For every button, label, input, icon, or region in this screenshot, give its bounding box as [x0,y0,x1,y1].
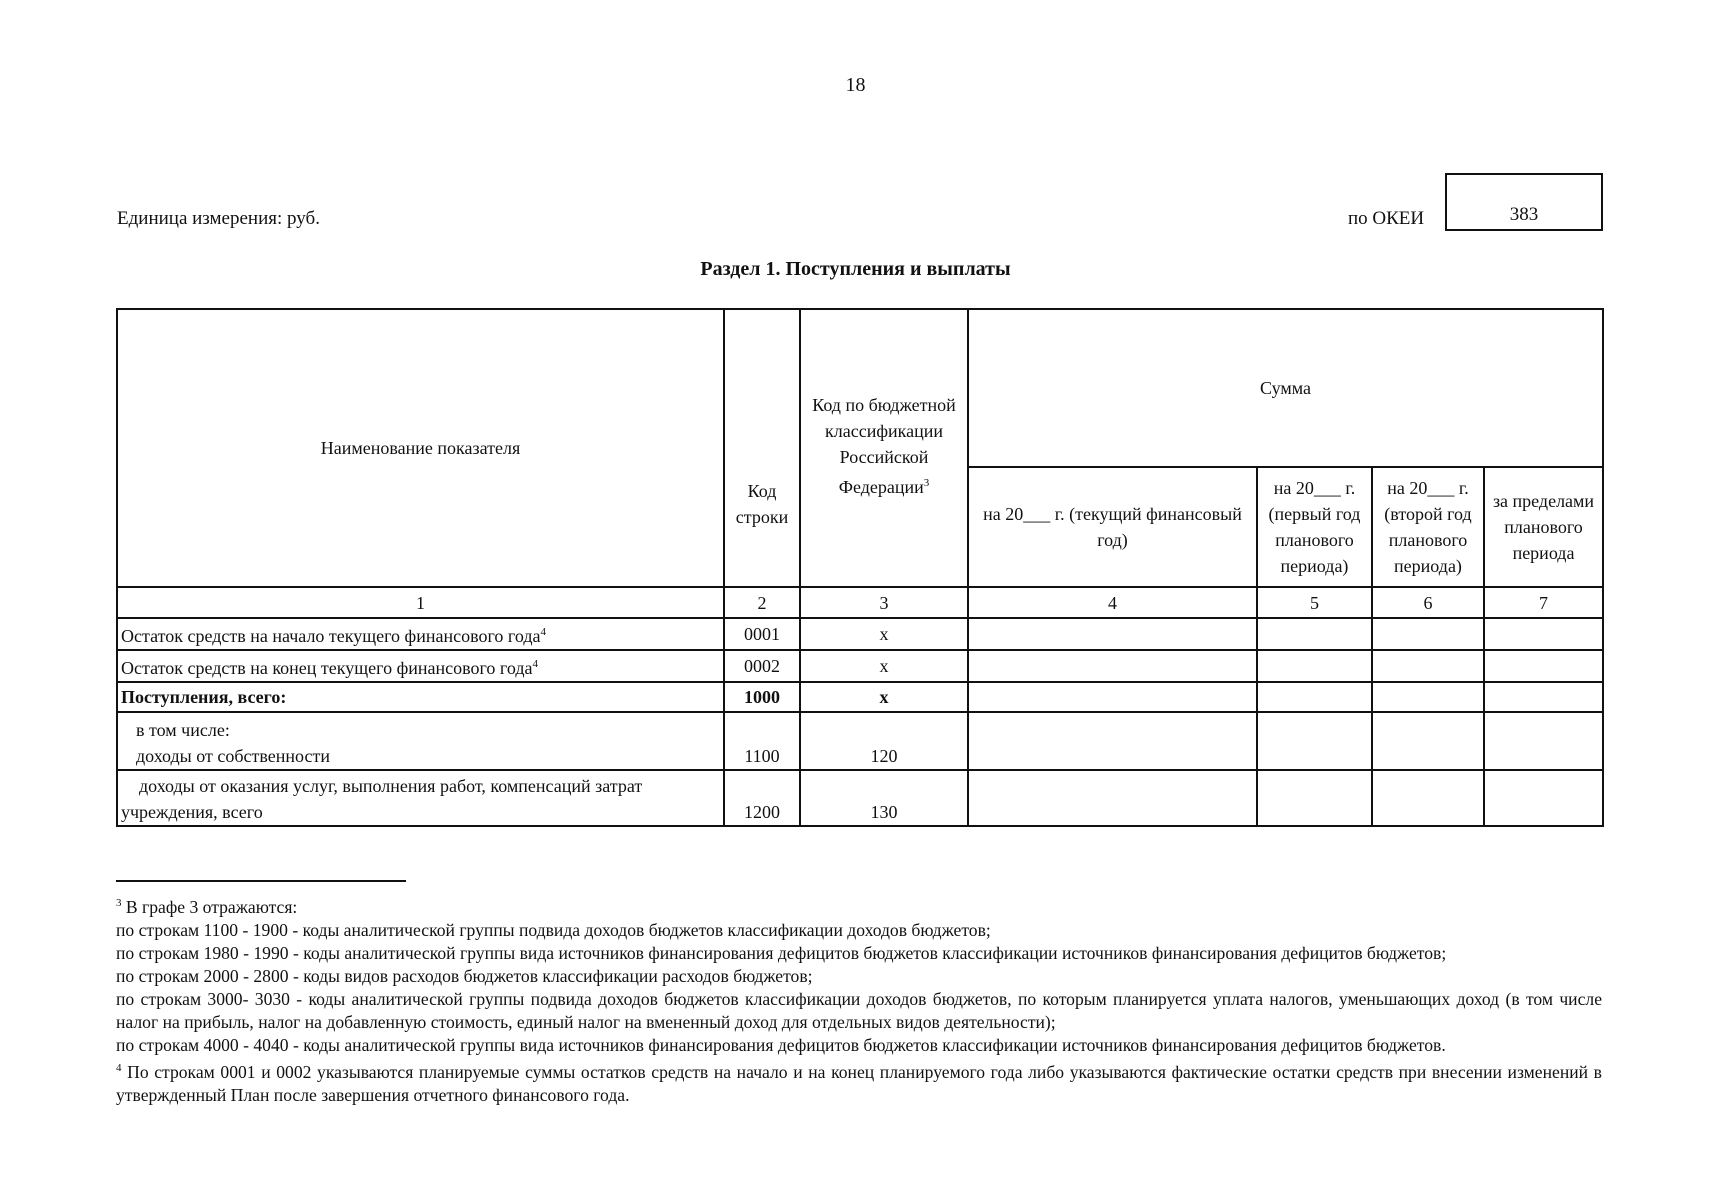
table-row [117,618,1603,650]
table-row [117,712,1603,770]
row-code: 0002 [724,650,800,682]
footnote-line: по строкам 1980 - 1990 - коды аналитической группы вида источников финансирования дефицитов бюджетов классификации источников финансирования дефицитов бюджетов; [116,942,1447,963]
column-number: 7 [1484,587,1603,618]
page-number: 18 [845,74,866,96]
row-budget-code: x [800,618,968,650]
header-beyond-plan: за пределами планового периода [1484,467,1603,587]
header-budget-code [800,309,968,587]
footnote-separator [116,880,406,882]
row-name [117,618,724,650]
section-title: Раздел 1. Поступления и выплаты [700,258,1011,280]
row-budget-code: x [800,682,968,712]
footnotes [116,892,1602,1107]
value-cell [1257,650,1372,682]
footnote-ref-4: 4 [540,626,546,638]
value-cell [1257,712,1372,770]
row-name: доходы от оказания услуг, выполнения работ, компенсаций затрат учреждения, всего [117,770,724,826]
okei-label: по ОКЕИ [1348,208,1425,229]
value-cell [1372,618,1484,650]
value-cell [1257,682,1372,712]
value-cell [1484,682,1603,712]
column-number-row [117,587,1603,618]
value-cell [1484,770,1603,826]
column-number: 4 [968,587,1257,618]
okei-code-box [1445,173,1603,231]
receipts-payments-table [116,308,1604,827]
value-cell [1372,682,1484,712]
value-cell [1257,770,1372,826]
row-name-prefix: в том числе: [136,720,230,740]
value-cell [1372,770,1484,826]
value-cell [1372,712,1484,770]
row-budget-code: 120 [800,712,968,770]
okei-code: 383 [1509,204,1539,225]
row-name-text: доходы от собственности [136,746,330,766]
row-code: 1100 [724,712,800,770]
header-row-code: Код строки [724,309,800,587]
value-cell [1484,650,1603,682]
value-cell [968,712,1257,770]
footnote-ref-4: 4 [532,658,538,670]
row-name [117,650,724,682]
footnote-line: по строкам 2000 - 2800 - коды видов расходов бюджетов классификации расходов бюджетов; [116,965,813,986]
row-name: Поступления, всего: [117,682,724,712]
row-budget-code: x [800,650,968,682]
footnote-ref-3: 3 [923,477,930,489]
footnote-text: В графе 3 отражаются: [125,896,298,917]
footnote-text: По строкам 0001 и 0002 указываются планируемые суммы остатков средств на начало и на конец планируемого года либо указываются фактические остатки средств при внесении изменений в утвержденный План после завершения отчетного финансового года. [116,1061,1602,1105]
column-number: 1 [117,587,724,618]
footnote-line: по строкам 4000 - 4040 - коды аналитической группы вида источников финансирования дефицитов бюджетов классификации источников финансирования дефицитов бюджетов. [116,1034,1446,1055]
value-cell [968,682,1257,712]
table-row [117,682,1603,712]
header-second-plan-year: на 20___ г. (второй год планового периода) [1372,467,1484,587]
value-cell [968,618,1257,650]
footnote-line: по строкам 1100 - 1900 - коды аналитической группы подвида доходов бюджетов классификации доходов бюджетов; [116,919,991,940]
row-name-text: Остаток средств на начало текущего финансового года [121,626,541,646]
row-name-text: Остаток средств на конец текущего финансового года [121,658,533,678]
table-row [117,650,1603,682]
value-cell [1484,618,1603,650]
footnote-4 [116,1057,1602,1107]
value-cell [1257,618,1372,650]
footnote-line: по строкам 3000- 3030 - коды аналитической группы подвида доходов бюджетов классификации доходов бюджетов, по которым планируется уплата налогов, уменьшающих доход (в том числе налог на прибыль, налог на добавленную стоимость, единый налог на вмененный доход для отдельных видов деятельности); [116,988,1602,1032]
row-code: 1000 [724,682,800,712]
value-cell [1372,650,1484,682]
header-current-year: на 20___ г. (текущий финансовый год) [968,467,1257,587]
header-first-plan-year: на 20___ г. (первый год планового периода) [1257,467,1372,587]
value-cell [1484,712,1603,770]
row-budget-code: 130 [800,770,968,826]
row-code: 0001 [724,618,800,650]
unit-of-measure: Единица измерения: руб. [117,208,320,229]
row-name [117,712,724,770]
row-code: 1200 [724,770,800,826]
table-row [117,770,1603,826]
column-number: 6 [1372,587,1484,618]
footnote-marker: 3 [116,897,122,909]
footnote-marker: 4 [116,1061,122,1074]
header-indicator-name: Наименование показателя [117,309,724,587]
column-number: 3 [800,587,968,618]
value-cell [968,770,1257,826]
value-cell [968,650,1257,682]
column-number: 5 [1257,587,1372,618]
header-budget-code-text: Код по бюджетной классификации Российской Федерации [812,395,956,497]
header-sum: Сумма [968,309,1603,467]
column-number: 2 [724,587,800,618]
footnote-3 [116,892,1602,919]
